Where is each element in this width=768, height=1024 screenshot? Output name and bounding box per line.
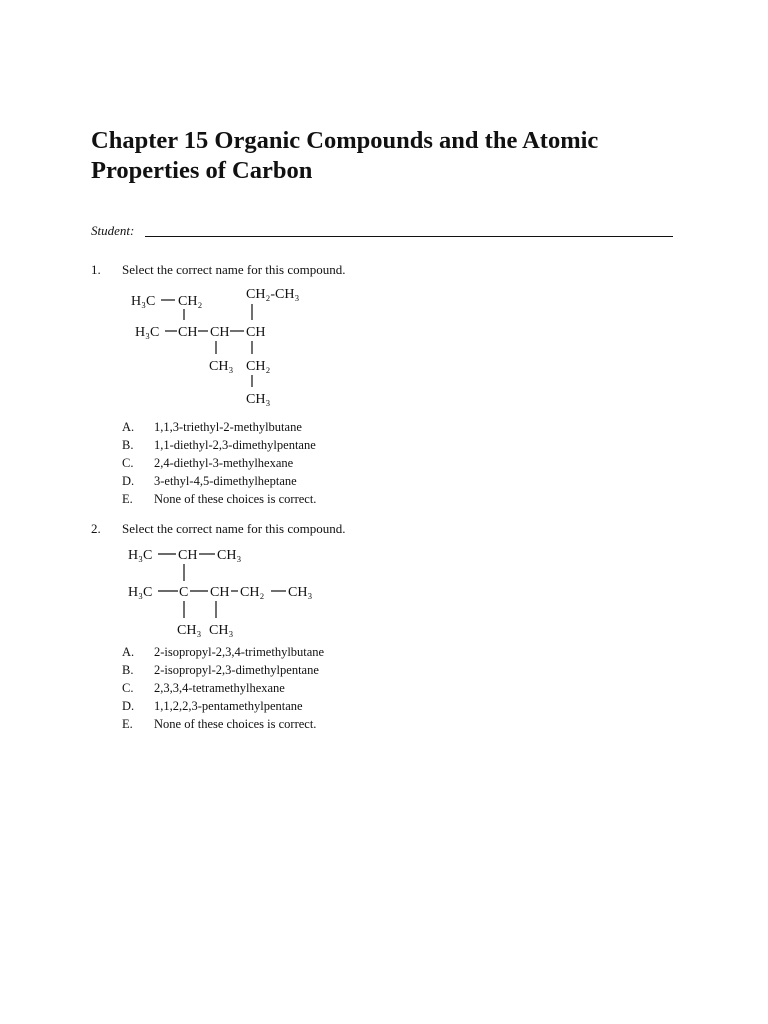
question-1-choice-b [122,436,522,454]
title-line-1: Chapter 15 Organic Compounds and the Atomic [91,127,599,154]
page-title [91,126,691,186]
choice-text: 2-isopropyl-2,3-dimethylpentane [154,663,319,677]
student-name-field [91,221,673,241]
choice-letter: E. [122,717,133,731]
q2-ch3-bottom-b: CH₃ [209,623,234,638]
question-1-prompt: Select the correct name for this compound. [122,262,346,277]
question-1-number: 1. [91,262,101,277]
choice-text: 1,1-diethyl-2,3-dimethylpentane [154,438,316,452]
choice-text: 1,1,3-triethyl-2-methylbutane [154,420,302,434]
choice-text: 1,1,2,2,3-pentamethylpentane [154,699,303,713]
q1-ch3-end: CH₃ [246,392,271,407]
choice-text: 2,4-diethyl-3-methylhexane [154,456,294,470]
choice-letter: E. [122,492,133,506]
question-2-prompt: Select the correct name for this compound. [122,521,346,536]
choice-text: 2-isopropyl-2,3,4-trimethylbutane [154,645,325,659]
question-2-choice-a [122,643,522,661]
choice-letter: A. [122,645,135,659]
choice-letter: C. [122,456,134,470]
q1-h3c-main: H₃C [135,325,160,340]
question-2-choice-e [122,715,522,733]
choice-text: None of these choices is correct. [154,492,317,506]
choice-text: 2,3,3,4-tetramethylhexane [154,681,285,695]
question-2-structure [120,540,340,640]
choice-letter: D. [122,474,135,488]
q2-h3c-top: H₃C [128,548,153,563]
q1-ch2ch3: CH₂-CH₃ [246,287,300,302]
student-blank-line [145,236,673,237]
choice-letter: B. [122,663,134,677]
q2-ch3-top: CH₃ [217,548,242,563]
choice-text: None of these choices is correct. [154,717,317,731]
question-1-choice-c [122,454,522,472]
q1-ch-a: CH [178,325,198,340]
question-1-structure [120,282,320,412]
q1-ch-c: CH [246,325,266,340]
title-line-2: Properties of Carbon [91,157,313,184]
question-2-choice-c [122,679,522,697]
q1-ch-b: CH [210,325,230,340]
question-2-choice-b [122,661,522,679]
question-2-choice-d [122,697,522,715]
choice-text: 3-ethyl-4,5-dimethylheptane [154,474,297,488]
q2-c-main: C [179,585,189,600]
choice-letter: A. [122,420,135,434]
choice-letter: B. [122,438,134,452]
question-1-choice-d [122,472,522,490]
q1-ch3-bottom: CH₃ [209,359,234,374]
choice-letter: C. [122,681,134,695]
q1-h3c-top: H₃C [131,294,156,309]
choice-letter: D. [122,699,135,713]
question-1-choice-e [122,490,522,508]
q2-h3c-main: H₃C [128,585,153,600]
q2-ch2-main: CH₂ [240,585,265,600]
q2-ch-main: CH [210,585,230,600]
q2-ch-top: CH [178,548,198,563]
question-2-number: 2. [91,521,101,536]
student-label: Student: [91,223,135,238]
q2-ch3-main: CH₃ [288,585,313,600]
q1-ch2-bottom: CH₂ [246,359,271,374]
q2-ch3-bottom-a: CH₃ [177,623,202,638]
q1-ch2-top: CH₂ [178,294,203,309]
question-1-choice-a [122,418,522,436]
